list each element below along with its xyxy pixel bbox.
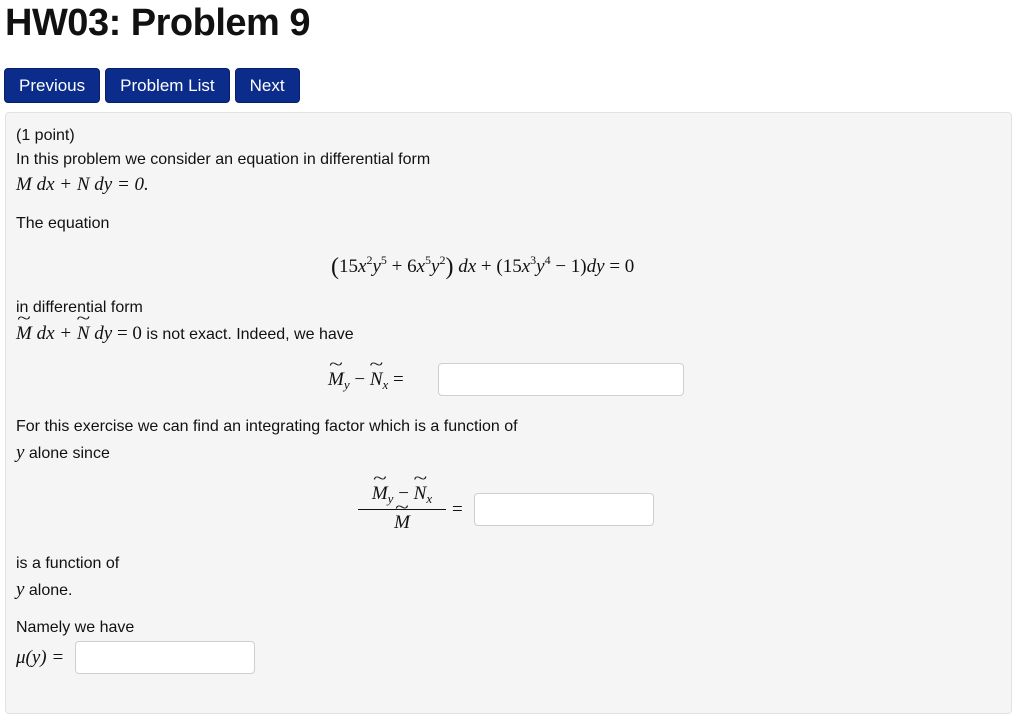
is-function-of-text: is a function of xyxy=(16,555,120,572)
in-diff-form-label: in differential form xyxy=(16,299,143,316)
mu-answer-input[interactable] xyxy=(75,641,255,674)
not-exact-text: is not exact. Indeed, we have xyxy=(146,326,354,343)
mu-label: μ(y) = xyxy=(16,647,65,668)
y-alone-since-line xyxy=(16,442,110,464)
ratio-fraction: ~ $M_y$ − ~ $N_x$ ~ M xyxy=(358,483,446,534)
y-variable-2: y xyxy=(16,579,25,600)
y-variable: y xyxy=(16,442,25,463)
intro-text: In this problem we consider an equation in differential form xyxy=(16,151,431,168)
general-form-equation: M dx + N dy = 0. xyxy=(16,174,149,195)
diff-answer-input[interactable] xyxy=(438,363,684,396)
problem-panel xyxy=(5,112,1012,714)
main-equation: $(15x^2y^5 + 6x^5y^2)$ dx + $(15x^3y^4 - 1)dy = 0$ xyxy=(331,253,635,280)
ratio-equals-sign: = xyxy=(452,499,463,520)
alone-since-text: alone since xyxy=(28,445,110,462)
alone-text: alone. xyxy=(28,582,73,599)
navigation-bar xyxy=(4,68,305,103)
namely-text: Namely we have xyxy=(16,619,135,636)
my-minus-nx-label: ~ $M_y$ − ~ $N_x$ = xyxy=(328,369,404,393)
page-title: HW03: Problem 9 xyxy=(5,2,311,44)
problem-list-button[interactable]: Problem List xyxy=(105,68,229,103)
exercise-text: For this exercise we can find an integrating factor which is a function of xyxy=(16,418,518,435)
the-equation-label: The equation xyxy=(16,215,110,232)
y-alone-line xyxy=(16,579,72,601)
points-label: (1 point) xyxy=(16,127,75,144)
next-button[interactable]: Next xyxy=(235,68,300,103)
ratio-answer-input[interactable] xyxy=(474,493,654,526)
previous-button[interactable]: Previous xyxy=(4,68,100,103)
tilde-form-line: ~ M dx + ~ N dy = 0 is not exact. Indeed, we have xyxy=(16,323,354,345)
